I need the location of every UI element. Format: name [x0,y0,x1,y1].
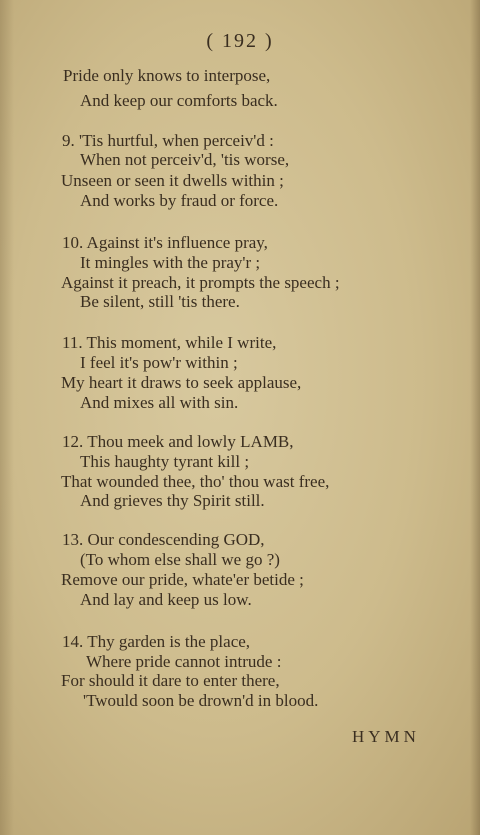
verse-line: And keep our comforts back. [80,91,278,110]
verse-line: That wounded thee, tho' thou wast free, [61,472,330,491]
verse-line: And grieves thy Spirit still. [80,491,265,510]
verse-line: This haughty tyrant kill ; [80,452,250,471]
verse-line: Unseen or seen it dwells within ; [61,171,284,190]
verse-line: When not perceiv'd, 'tis worse, [80,150,290,169]
verse-line: For should it dare to enter there, [61,671,280,690]
page-gutter-shadow [0,0,14,835]
verse-line: And lay and keep us low. [80,590,252,609]
verse-line: And works by fraud or force. [80,191,279,210]
catchword: HYMN [352,727,420,746]
verse-line: 9. 'Tis hurtful, when perceiv'd : [62,131,274,150]
verse-line: It mingles with the pray'r ; [80,253,261,272]
verse-line: 'Twould soon be drown'd in blood. [83,691,319,710]
verse-line: 11. This moment, while I write, [62,333,277,352]
page-edge-shadow [470,0,480,835]
page-number: ( 192 ) [206,30,274,52]
verse-line: My heart it draws to seek applause, [61,373,302,392]
verse-line: Remove our pride, whate'er betide ; [61,570,304,589]
verse-line: 10. Against it's influence pray, [62,233,268,252]
verse-line: 12. Thou meek and lowly LAMB, [62,432,294,451]
verse-line: Against it preach, it prompts the speech ; [61,273,340,292]
verse-line: 13. Our condescending GOD, [62,530,265,549]
verse-line: Where pride cannot intrude : [86,652,282,671]
verse-line: I feel it's pow'r within ; [80,353,238,372]
verse-line: Be silent, still 'tis there. [80,292,240,311]
verse-line: And mixes all with sin. [80,393,239,412]
verse-line: (To whom else shall we go ?) [80,550,280,569]
verse-line: 14. Thy garden is the place, [62,632,251,651]
verse-line: Pride only knows to interpose, [63,66,271,85]
